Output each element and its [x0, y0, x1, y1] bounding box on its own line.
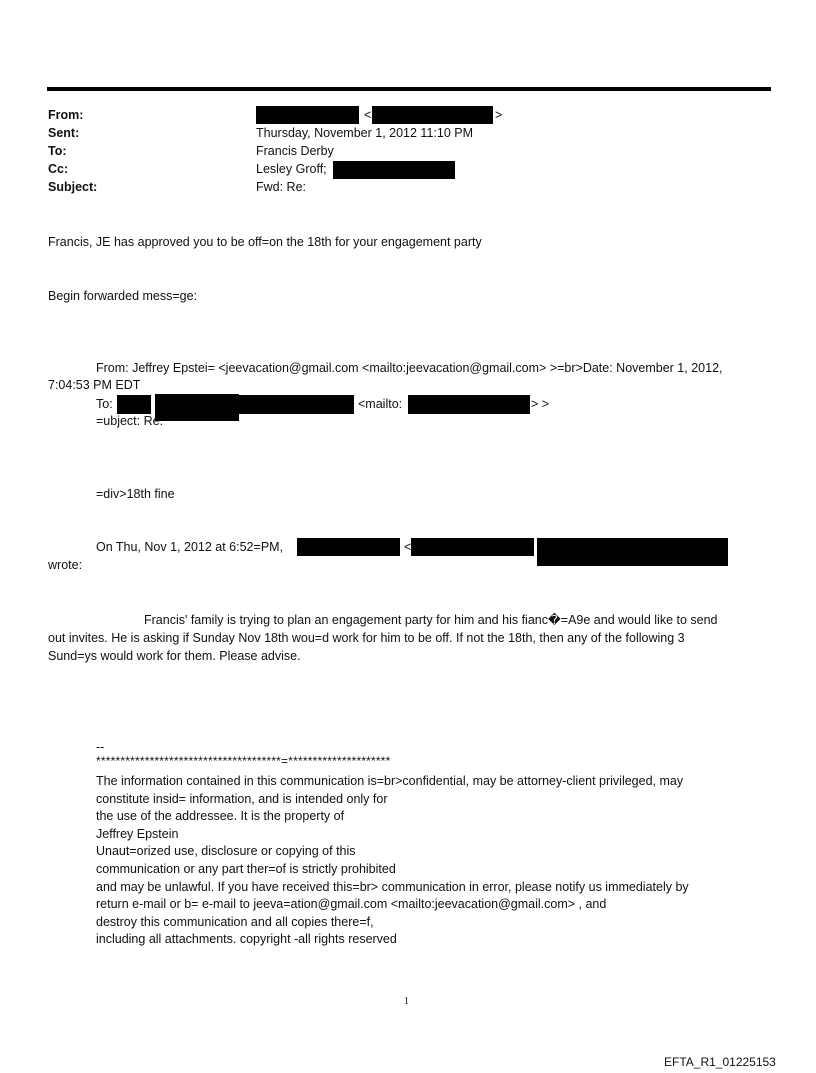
wrote-line: wrote:	[48, 558, 83, 572]
body-line-approval: Francis, JE has approved you to be off=on the 18th for your engagement party	[48, 235, 482, 249]
redaction-on-thu-name	[297, 538, 400, 556]
fwd-date-line: 7:04:53 PM EDT	[48, 378, 141, 392]
disclaimer-line: and may be unlawful. If you have received this=br> communication in error, please notify us immediately by	[96, 879, 689, 894]
cc-label: Cc:	[48, 162, 69, 176]
sent-value: Thursday, November 1, 2012 11:10 PM	[256, 126, 474, 140]
on-thu-line: On Thu, Nov 1, 2012 at 6:52=PM,	[96, 540, 284, 554]
fwd-from-line: From: Jeffrey Epstei= <jeevacation@gmail.com <mailto:jeevacation@gmail.com> >=br>Date: November 1, 2012,	[96, 361, 723, 375]
disclaimer-line: including all attachments. copyright -all rights reserved	[96, 932, 397, 947]
redaction-from-email	[372, 106, 493, 124]
quote-line-1: Francis' family is trying to plan an engagement party for him and his fianc�=A9e and would like to send	[144, 613, 718, 627]
reply-line: =div>18th fine	[96, 487, 175, 501]
header-rule	[47, 87, 771, 91]
subject-value: Fwd: Re:	[256, 180, 307, 194]
redaction-fwd-to-2	[155, 394, 239, 421]
quote-line-3: Sund=ys would work for them. Please advise.	[48, 649, 301, 663]
redaction-fwd-to-mailto	[408, 395, 530, 414]
sent-label: Sent:	[48, 126, 80, 140]
to-value: Francis Derby	[256, 144, 334, 158]
page-number: 1	[404, 996, 409, 1007]
from-open-bracket: <	[364, 108, 372, 122]
to-label: To:	[48, 144, 67, 158]
redaction-from-name	[256, 106, 359, 124]
subject-label: Subject:	[48, 180, 98, 194]
disclaimer-line: The information contained in this communication is=br>confidential, may be attorney-client privileged, may	[96, 774, 684, 788]
disclaimer-line: communication or any part ther=of is strictly prohibited	[96, 861, 396, 876]
redaction-on-thu-email	[411, 538, 534, 556]
on-thu-open-bracket: <	[404, 540, 412, 554]
fwd-to-mailto: <mailto:	[358, 397, 403, 411]
quote-line-2: out invites. He is asking if Sunday Nov 18th wou=d work for him to be off. If not the 18th, then any of the following 3	[48, 631, 685, 645]
disclaimer-line: return e-mail or b= e-mail to jeeva=ation@gmail.com <mailto:jeevacation@gmail.com> , and	[96, 897, 607, 912]
redaction-fwd-to-1	[117, 395, 151, 414]
disclaimer-line: constitute insid= information, and is intended only for	[96, 791, 388, 806]
redaction-cc	[333, 161, 455, 179]
disclaimer-line: Unaut=orized use, disclosure or copying of this	[96, 844, 356, 859]
fwd-to-close: > >	[531, 397, 550, 411]
signature-stars: **************************************=*********************	[96, 754, 391, 768]
disclaimer-line: destroy this communication and all copies there=f,	[96, 914, 374, 929]
from-label: From:	[48, 108, 84, 122]
fwd-subject-line: =ubject: Re:	[96, 414, 164, 428]
redaction-on-thu-extra	[537, 538, 728, 566]
redaction-fwd-to-3	[239, 395, 354, 414]
signature-disclaimer	[96, 773, 689, 949]
from-close-bracket: >	[495, 108, 503, 122]
disclaimer-line: the use of the addressee. It is the property of	[96, 809, 345, 824]
body-line-forwarded: Begin forwarded mess=ge:	[48, 289, 198, 303]
disclaimer-line: Jeffrey Epstein	[96, 826, 179, 841]
cc-value: Lesley Groff;	[256, 162, 327, 176]
document-id: EFTA_R1_01225153	[664, 1055, 776, 1069]
fwd-to-label: To:	[96, 397, 113, 411]
signature-dash: --	[96, 740, 105, 754]
